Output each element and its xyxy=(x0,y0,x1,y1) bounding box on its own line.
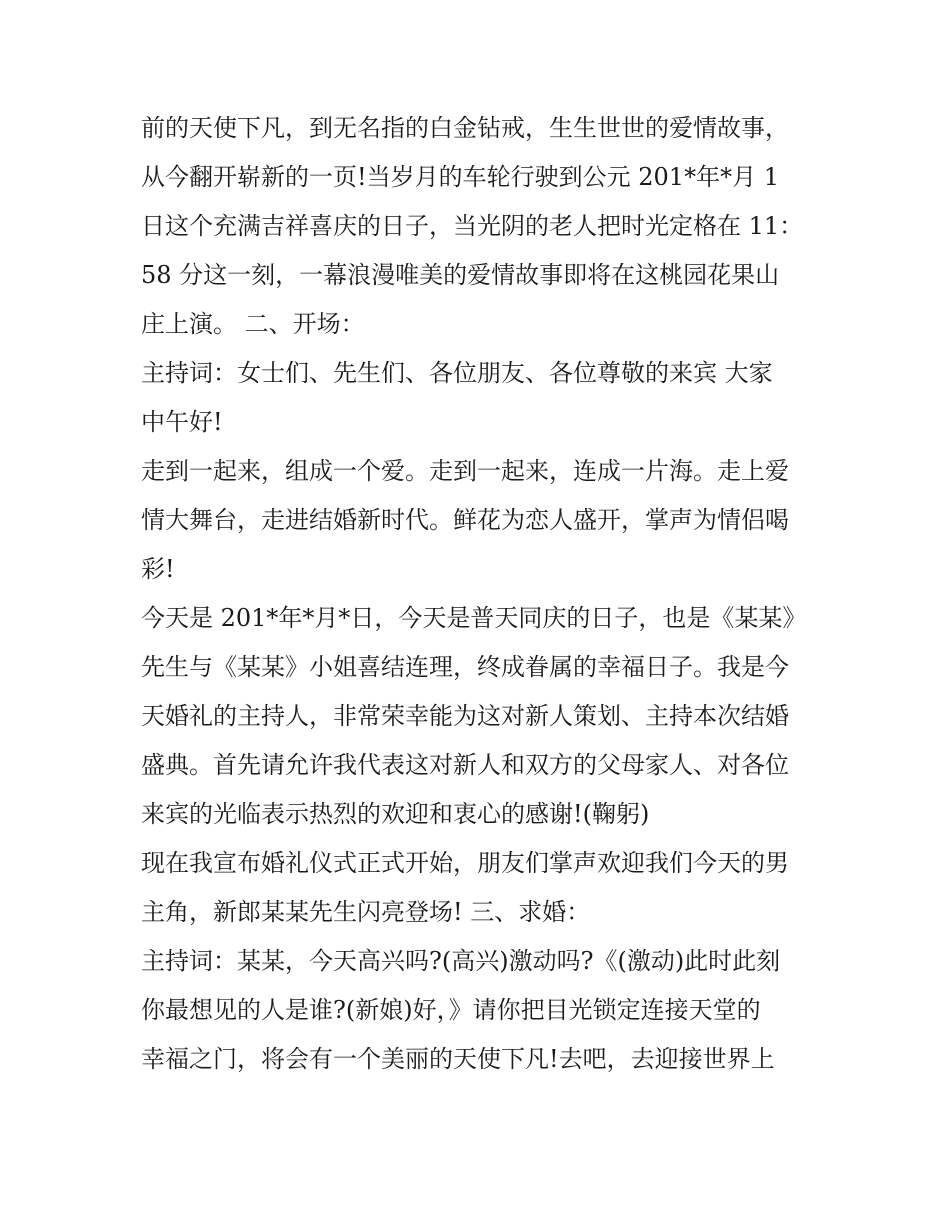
text-line: 主持词：某某，今天高兴吗?(高兴)激动吗?《(激动)此时此刻 xyxy=(141,947,781,975)
text-line: 从今翻开崭新的一页!当岁月的车轮行驶到公元 201*年*月 1 xyxy=(141,163,779,191)
text-line: 彩! xyxy=(141,555,175,583)
text-line: 情大舞台，走进结婚新时代。鲜花为恋人盛开，掌声为情侣喝 xyxy=(141,506,789,534)
text-line: 你最想见的人是谁?(新娘)好，》请你把目光锁定连接天堂的 xyxy=(141,996,761,1024)
text-line: 今天是 201*年*月*日，今天是普天同庆的日子，也是《某某》 xyxy=(141,604,807,632)
text-line: 中午好! xyxy=(141,408,223,436)
body-text xyxy=(141,104,821,1084)
text-line: 庄上演。 二、开场： xyxy=(141,310,365,338)
text-line: 幸福之门，将会有一个美丽的天使下凡!去吧，去迎接世界上 xyxy=(141,1045,775,1073)
text-line: 58 分这一刻，一幕浪漫唯美的爱情故事即将在这桃园花果山 xyxy=(141,261,780,289)
text-line: 主持词：女士们、先生们、各位朋友、各位尊敬的来宾 大家 xyxy=(141,359,773,387)
text-line: 盛典。首先请允许我代表这对新人和双方的父母家人、对各位 xyxy=(141,751,789,779)
text-line: 日这个充满吉祥喜庆的日子，当光阴的老人把时光定格在 11： xyxy=(141,212,804,240)
text-line: 主角，新郎某某先生闪亮登场! 三、求婚： xyxy=(141,898,591,926)
text-line: 来宾的光临表示热烈的欢迎和衷心的感谢!(鞠躬) xyxy=(141,800,650,828)
text-line: 天婚礼的主持人，非常荣幸能为这对新人策划、主持本次结婚 xyxy=(141,702,789,730)
text-line: 前的天使下凡，到无名指的白金钻戒，生生世世的爱情故事， xyxy=(141,114,789,142)
text-line: 先生与《某某》小姐喜结连理，终成眷属的幸福日子。我是今 xyxy=(141,653,789,681)
text-line: 现在我宣布婚礼仪式正式开始，朋友们掌声欢迎我们今天的男 xyxy=(141,849,789,877)
text-line: 走到一起来，组成一个爱。走到一起来，连成一片海。走上爱 xyxy=(141,457,789,485)
